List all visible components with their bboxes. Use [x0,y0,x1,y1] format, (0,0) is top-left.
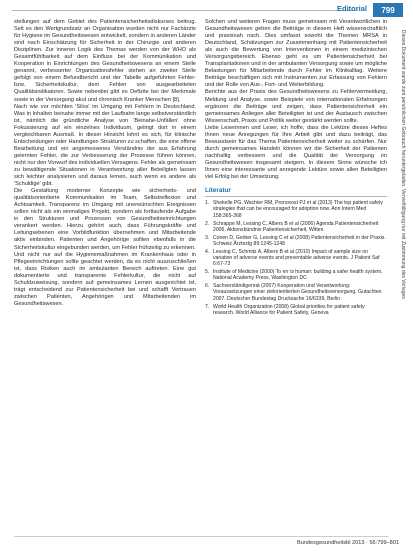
side-note-text: Dieses Dokument wurde zum persönlichen Gebrauch heruntergeladen. Vervielfältigung nur mit Zustimmung des Verlages. [400,30,406,301]
footer-rule [14,536,389,537]
side-note [396,30,410,530]
reference-list [205,200,387,316]
page-number-badge: 799 [373,3,403,17]
header-rule [12,10,357,11]
reference-item: 1. Shekelle PG, Wachter RM, Pronovost PJ et al (2013) The top patient safety strategies that can be encouraged for adoption now. Ann Intern Med 158:365-368 [205,200,387,219]
right-column [205,19,387,318]
reference-item: 5. Institute of Medicine (2000) To err is human: building a safer health system. National Academy Press, Washington DC [205,269,387,282]
paragraph: Nach wie vor möchten 'Silos' im Umgang mit Fehlern in Deutschland. Was in Inhalten beinahe immer mit der Laufbahn lange selbstverständlich ist, nämlich die gründliche Analyse von 'Beinahe-Unfällen' ohne Fokussierung auf ein einzelnes Individuum, gelingt dort in einem vergleichbaren Ausmaß. In dieser Hinsicht lohnt es sich, für klinische Entscheidungen oder Handlungen Strukturen zu schaffen, die eine offene Bearbeitung und ein angemessenes Verständnis der aus Erfahrung gelernten Fehler, die zur Verbesserung der Prozesse führen können, nicht nur den Vorwurf des individuellen Versagens. Fehler als gemeinsam zu bewältigende Situationen in Verantwortung aller Beteiligten lassen sich leichter analysieren und daraus lernen, auch wenn es andere als 'Schuldige' gibt. [14,103,196,188]
reference-item: 2. Schrappe M, Lessing C, Albers B et al (2006) Agenda Patientensicherheit 2006. Aktionsbündnis Patientensicherheit, Witten [205,221,387,234]
reference-item: 7. World Health Organization (2008) Global priorities for patient safety research. World Alliance for Patient Safety, Geneva [205,304,387,317]
page-footer: Bundesgesundheitsbl 2013 · 56:799–801 [296,540,399,546]
reference-text: Lessing C, Schmitz A, Albers B et al (2010) Impact of sample size on variation of adverse events and preventable adverse events. J Patient Saf 6:67-73 [213,248,380,268]
reference-text: Shekelle PG, Wachter RM, Pronovost PJ et al (2013) The top patient safety strategies that can be encouraged for adoption now. Ann Intern Med 158:365-368 [213,200,383,219]
paragraph: stellungen auf dem Gebiet des Patientensicherheitsdiskurses beitrug. Seit es den Wertgrundsatz an Organisation wurden nicht nur Fachärzte für Hygiene im Gesundheitswesen entwickelt, sondern in anderen Länder sind nach Einschätzung für Sicherheit in der Chirurgie und anderen Disziplinen. Zur inneren Logik des Themas werden von der WHO als Gesamtfühlbarkeit auf dem Einfluss bei der Kommunikation und Kooperation in Einrichtungen des Gesundheitswesens an einem Stelle genannt, verbesserter Organisationsfehler stehen an zweiter Stelle gefolgt von einem Befundbericht und der Tabelle aufgeführten Fehler- bzw. Sicherheitskultur, dem Fehlen von ausgearbeiteten Qualitätsindikatoren. Sowie nebenbei gibt es Defizite bei der Merkmale sowie in der Versorgung akut und chronisch Kranker Menschen [8]. [14,19,196,103]
reference-item: 3. Conen D, Gerber G, Lessing C et al (2008) Patientensicherheit in der Praxis. Schweiz Ärzteztg 89:1245-1248 [205,234,386,247]
reference-item: 6. Sachverständigenrat (2007) Kooperation und Verantwortung: Voraussetzungen einer zielorientierten Gesundheitsversorgung. Gutachten 2007. Deutscher Bundestag Drucksache 16/6339, Berlin [205,283,387,302]
reference-text: Sachverständigenrat (2007) Kooperation und Verantwortung: Voraussetzungen einer zielorientierten Gesundheitsversorgung. Gutachten 2007. Deutscher Bundestag Drucksache 16/6339, Berlin [213,283,382,302]
paragraph: Solchen und weiteren Fragen muss gemeinsam mit Verantwortlichen in Gesundheitswesen gehen die Beiträge in diesem Heft wissenschaftlich und praxisnah nach. Dies umfasst sowohl die Themen MRSA in Deutschland, Schätzungen zur Zusammenhang mit Patientensicherheit als auch die Bewertung von Interventionen in einem medizinischen Versorgungsbereich. Ebenso geht es um Patientensicherheit bei Transplantationen und in der ambulanten Versorgung sowie um mögliche Belastungen für Mitarbeitende durch Fehler im Klinikalltag. Weitere Beiträge beschäftigen sich mit Instrumenten zur Erfassung von Fehlern und der Rolle von Aus-, Fort- und Weiterbildung. [205,19,387,89]
literature-heading: Literatur [205,187,231,195]
paragraph: Die Gestaltung moderner Konzepte wie sicherheits- und qualitätsorientierte Kommunikation im Team, Selbstreflexion und Achtsamkeit, Transparenz im Umgang mit unerwünschten Ereignissen sollen nicht als ein einmaliges Projekt, sondern als fortlaufende Aufgabe in den Strukturen und Prozessen von Gesundheitseinrichtungen verankert werden. Hierzu gehört auch, dass Führungskräfte und Leitungsebenen eine Vorbildfunktion übernehmen und Mitarbeitende aktiv einbinden. Patienten und Angehörige sollten ebenfalls in die Sicherheitskultur eingebunden werden, um Fehler frühzeitig zu erkennen. [14,188,196,251]
paragraph: Liebe Leserinnen und Leser, ich hoffe, dass die Lektüre dieses Heftes Ihnen neue Anregungen für Ihre Arbeit gibt und dazu beiträgt, das Bewusstsein für das Thema Patientensicherheit weiter zu schärfen. Nur durch gemeinsames Handeln können wir die Sicherheit der Patienten nachhaltig verbessern und die Qualität der Versorgung im Gesundheitswesen insgesamt steigern. In diesem Sinne wünsche ich Ihnen eine interessante und anregende Lektüre sowie allen Beteiligten viel Erfolg bei der Umsetzung. [205,124,387,181]
paragraph: Berichte aus der Praxis des Gesundheitswesens zu Fehlervermeidung, Meldung und Analyse, sowie Beispiele von internationalen Erfahrungen ergänzen die Beiträge und zeigen, dass Patientensicherheit ein gemeinsames Anliegen aller Beteiligten ist und der Austausch zwischen Wissenschaft, Praxis und Politik weiter gestärkt werden sollte. [205,89,387,124]
section-label: Editorial [336,4,367,13]
reference-text: Institute of Medicine (2000) To err is human: building a safer health system. National Academy Press, Washington DC [213,269,383,282]
left-column [14,19,196,308]
reference-text: World Health Organization (2008) Global priorities for patient safety research. World Alliance for Patient Safety, Geneva [213,303,365,316]
literature-rule [205,196,387,197]
paragraph: Und nicht nur auf die Hygienemaßnahmen im Krankenhaus oder in Pflegeeinrichtungen sollte geachtet werden, da es nicht auszuschließen ist, dass Risiken auch im ambulanten Bereich auftreten. Eine gut dokumentierte und transparente Fehlerkultur, die nicht auf Schuldzuweisung, sondern auf gemeinsames Lernen ausgerichtet ist, trägt entscheidend zur Patientensicherheit bei und schafft Vertrauen zwischen Patienten, Angehörigen und Mitarbeitenden im Gesundheitswesen. [14,251,196,307]
reference-text: Conen D, Gerber G, Lessing C et al (2008) Patientensicherheit in der Praxis. Schweiz Ärzteztg 89:1245-1248 [213,234,386,247]
reference-item: 4. Lessing C, Schmitz A, Albers B et al (2010) Impact of sample size on variation of adverse events and preventable adverse events. J Patient Saf 6:67-73 [205,249,387,268]
reference-text: Schrappe M, Lessing C, Albers B et al (2006) Agenda Patientensicherheit 2006. Aktionsbündnis Patientensicherheit, Witten [213,220,379,233]
